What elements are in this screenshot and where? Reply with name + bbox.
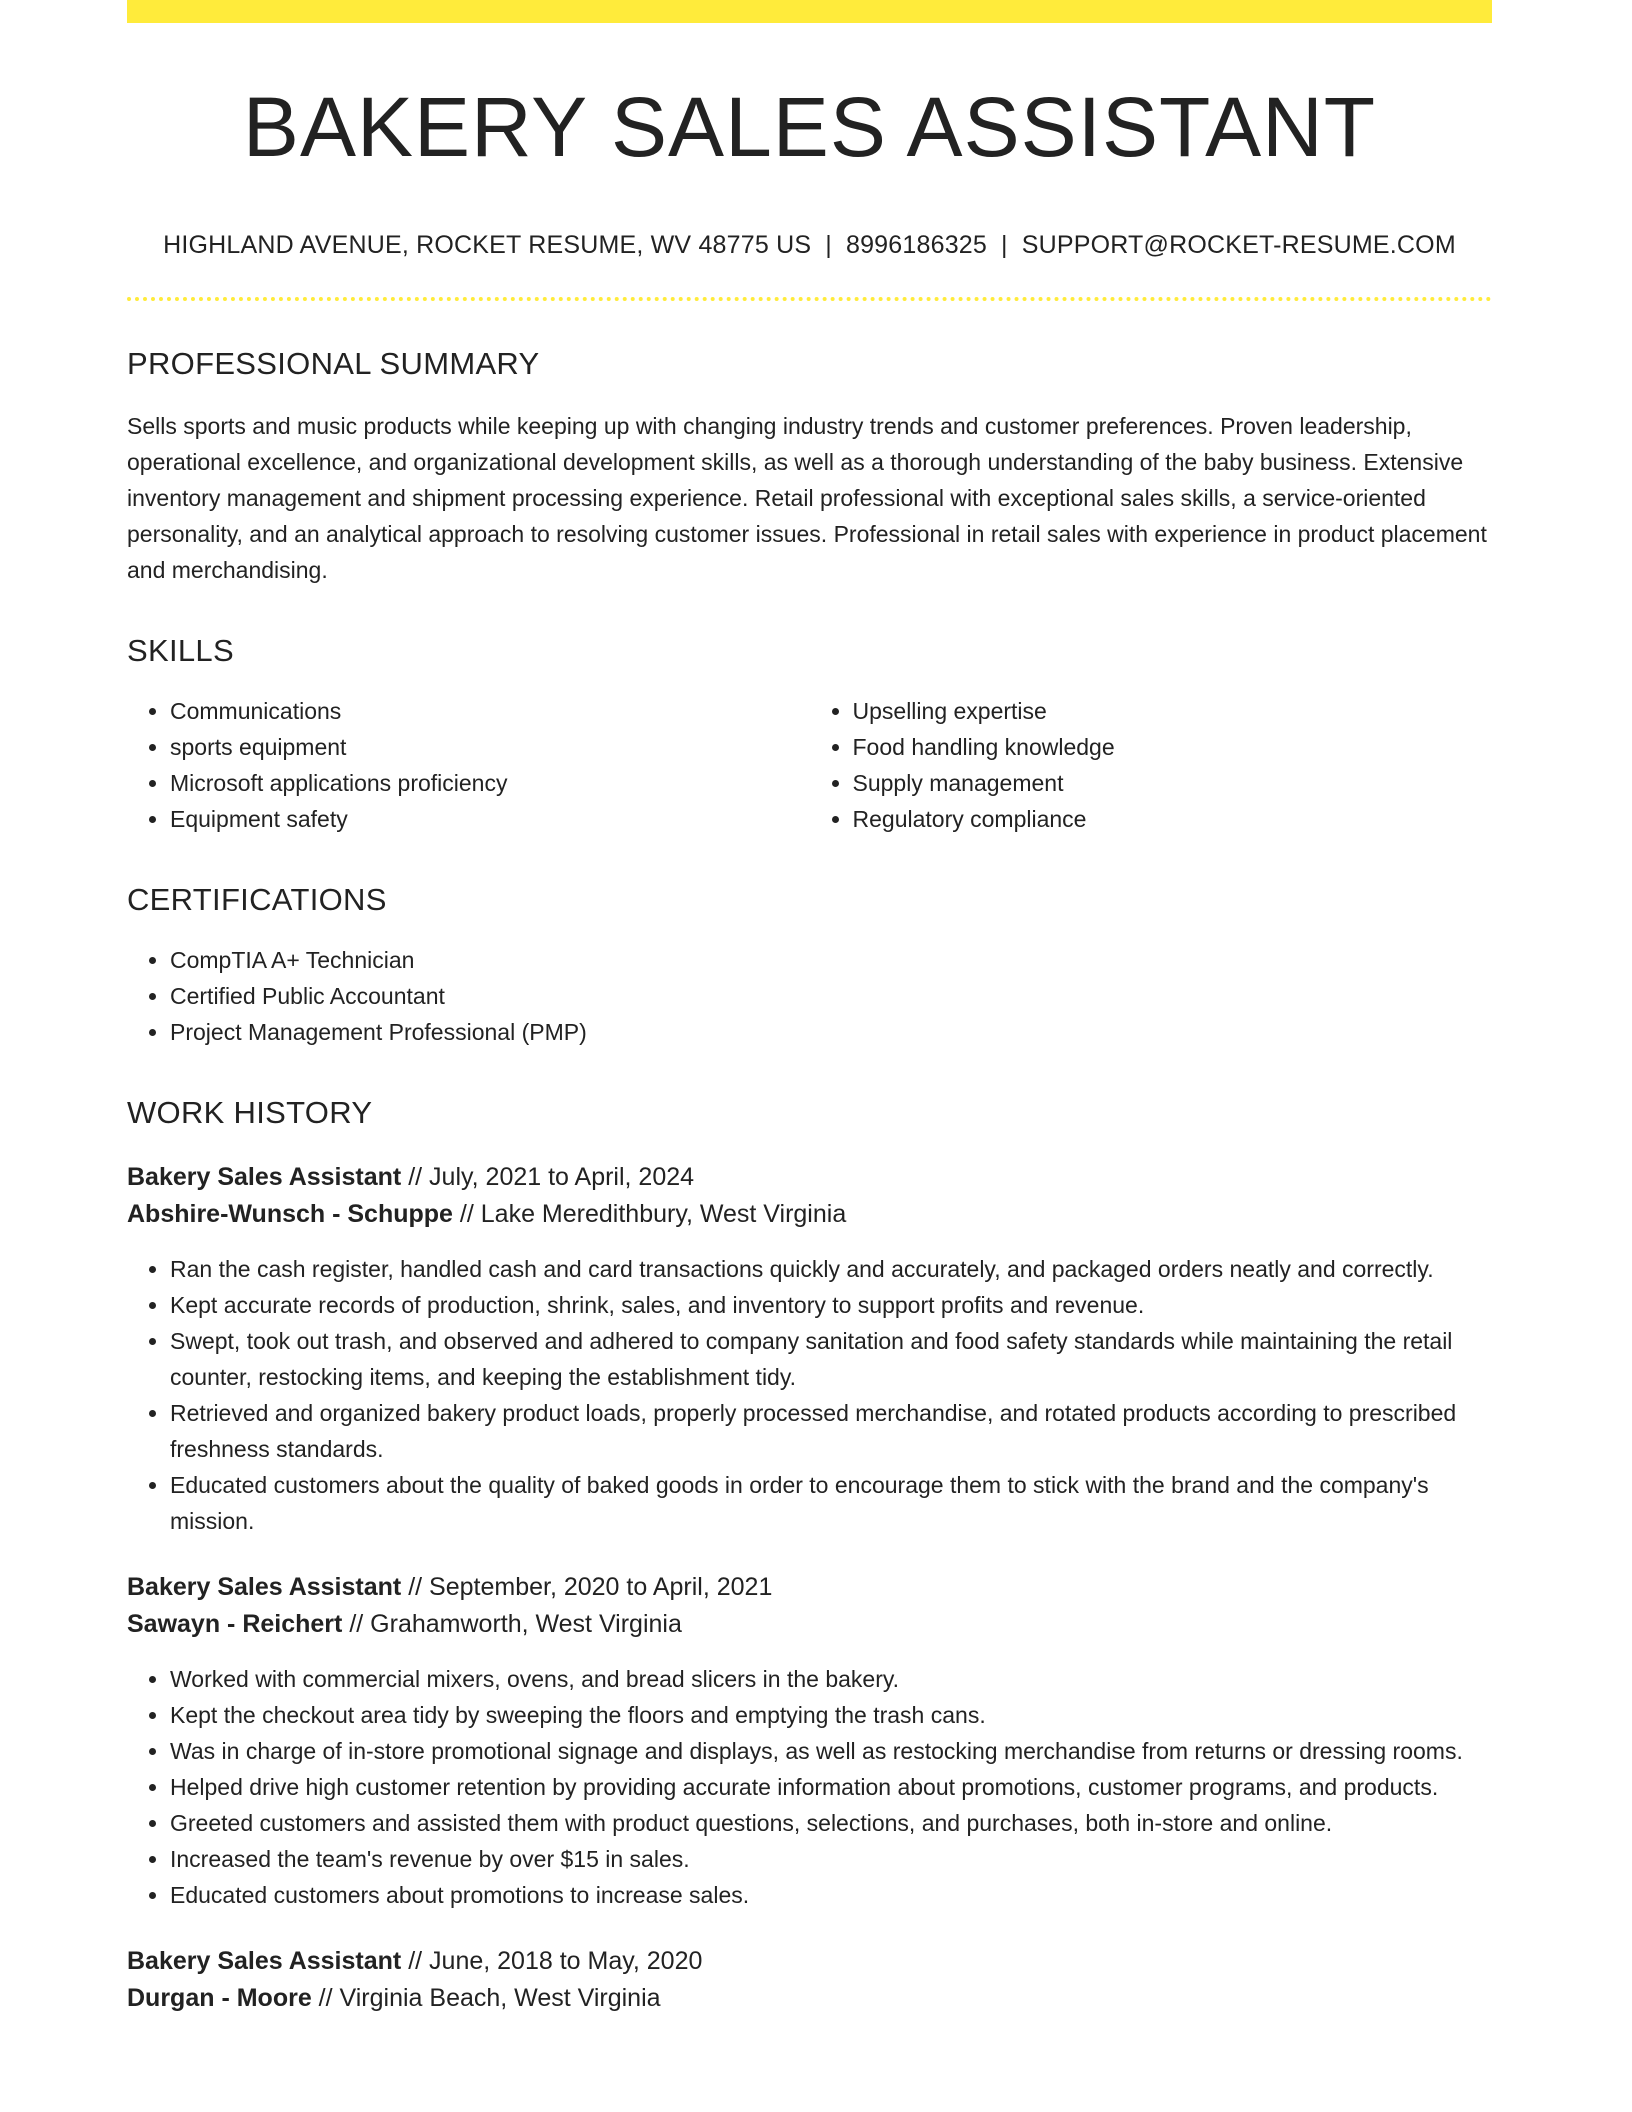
skill-item: • Regulatory compliance [853, 801, 1493, 837]
job-bullet: • Was in charge of in-store promotional signage and displays, as well as restocking merchandise from returns or dressing rooms. [170, 1733, 1492, 1769]
job-bullet-list [127, 1251, 1492, 1539]
certifications-section [127, 881, 1492, 1050]
job-bullet: • Kept the checkout area tidy by sweeping the floors and emptying the trash cans. [170, 1697, 1492, 1733]
skill-item: • Upselling expertise [853, 693, 1493, 729]
job-company: Durgan - Moore [127, 1984, 312, 2013]
line-separator: // [408, 1573, 423, 1602]
job-bullet: • Educated customers about promotions to increase sales. [170, 1877, 1492, 1913]
job-dates: July, 2021 to April, 2024 [429, 1163, 695, 1192]
contact-separator: | [825, 231, 832, 260]
job-location: Grahamworth, West Virginia [370, 1610, 682, 1639]
job-dates: June, 2018 to May, 2020 [429, 1947, 703, 1976]
contact-phone: 8996186325 [845, 231, 988, 260]
skill-item: • Microsoft applications proficiency [170, 765, 810, 801]
job-bullet: • Worked with commercial mixers, ovens, and bread slicers in the bakery. [170, 1661, 1492, 1697]
job-role: Bakery Sales Assistant [127, 1573, 402, 1602]
job-company-line [127, 1196, 1492, 1233]
dotted-divider [127, 297, 1492, 301]
line-separator: // [408, 1163, 423, 1192]
top-accent-bar [127, 0, 1492, 23]
job-location: Lake Meredithbury, West Virginia [480, 1200, 847, 1229]
job-entry [127, 1159, 1492, 1539]
resume-title: BAKERY SALES ASSISTANT [242, 80, 1377, 174]
job-bullet: • Educated customers about the quality of baked goods in order to encourage them to stick with the brand and the company's mission. [170, 1467, 1492, 1539]
job-bullet: • Kept accurate records of production, shrink, sales, and inventory to support profits and revenue. [170, 1287, 1492, 1323]
job-bullet: • Greeted customers and assisted them with product questions, selections, and purchases, both in-store and online. [170, 1805, 1492, 1841]
skills-section [127, 632, 1492, 837]
line-separator: // [408, 1947, 423, 1976]
section-title-work-history: WORK HISTORY [127, 1094, 373, 1130]
line-separator: // [459, 1200, 474, 1229]
job-dates: September, 2020 to April, 2021 [429, 1573, 773, 1602]
job-role-line [127, 1943, 1492, 1980]
job-entry [127, 1569, 1492, 1913]
contact-address: HIGHLAND AVENUE, ROCKET RESUME, WV 48775 US [163, 231, 812, 260]
certification-item: • Certified Public Accountant [170, 978, 1492, 1014]
skill-item: • Communications [170, 693, 810, 729]
summary-text: Sells sports and music products while keeping up with changing industry trends and customer preferences. Proven leadership, operational excellence, and organizational development skills, as well as a thorough understanding of the baby business. Extensive inventory management and shipment processing experience. Retail professional with exceptional sales skills, a service-oriented personality, and an analytical approach to resolving customer issues. Professional in retail sales with experience in product placement and merchandising. [127, 412, 1487, 583]
job-role: Bakery Sales Assistant [127, 1947, 402, 1976]
certifications-list [127, 942, 1492, 1050]
job-bullet: • Increased the team's revenue by over $15 in sales. [170, 1841, 1492, 1877]
contact-separator: | [1001, 231, 1008, 260]
skills-grid [127, 693, 1492, 837]
skill-item: • Equipment safety [170, 801, 810, 837]
skill-item: • sports equipment [170, 729, 810, 765]
line-separator: // [318, 1984, 333, 2013]
job-company: Abshire-Wunsch - Schuppe [127, 1200, 453, 1229]
job-company-line [127, 1980, 1492, 2017]
job-bullet: • Retrieved and organized bakery product loads, properly processed merchandise, and rotated products according to prescribed freshness standards. [170, 1395, 1492, 1467]
skill-item: • Supply management [853, 765, 1493, 801]
certification-item: • CompTIA A+ Technician [170, 942, 1492, 978]
job-role-line [127, 1569, 1492, 1606]
skills-list-right [810, 693, 1493, 837]
line-separator: // [349, 1610, 364, 1639]
job-bullet-list [127, 1661, 1492, 1913]
certification-item: • Project Management Professional (PMP) [170, 1014, 1492, 1050]
skills-list-left [127, 693, 810, 837]
section-title-summary: PROFESSIONAL SUMMARY [127, 346, 540, 382]
resume-page [127, 0, 1492, 2017]
job-bullet: • Ran the cash register, handled cash and card transactions quickly and accurately, and packaged orders neatly and correctly. [170, 1251, 1492, 1287]
job-role: Bakery Sales Assistant [127, 1163, 402, 1192]
job-bullet: • Helped drive high customer retention by providing accurate information about promotions, customer programs, and products. [170, 1769, 1492, 1805]
job-bullet: • Swept, took out trash, and observed and adhered to company sanitation and food safety standards while maintaining the retail counter, restocking items, and keeping the establishment tidy. [170, 1323, 1492, 1395]
job-company: Sawayn - Reichert [127, 1610, 343, 1639]
contact-line [127, 230, 1492, 260]
section-title-certifications: CERTIFICATIONS [127, 881, 387, 917]
job-entry [127, 1943, 1492, 2017]
job-role-line [127, 1159, 1492, 1196]
job-company-line [127, 1606, 1492, 1643]
professional-summary-section [127, 345, 1492, 587]
section-title-skills: SKILLS [127, 632, 234, 668]
job-location: Virginia Beach, West Virginia [339, 1984, 661, 2013]
work-history-section [127, 1094, 1492, 2017]
contact-email[interactable]: SUPPORT@ROCKET-RESUME.COM [1021, 231, 1456, 260]
skill-item: • Food handling knowledge [853, 729, 1493, 765]
